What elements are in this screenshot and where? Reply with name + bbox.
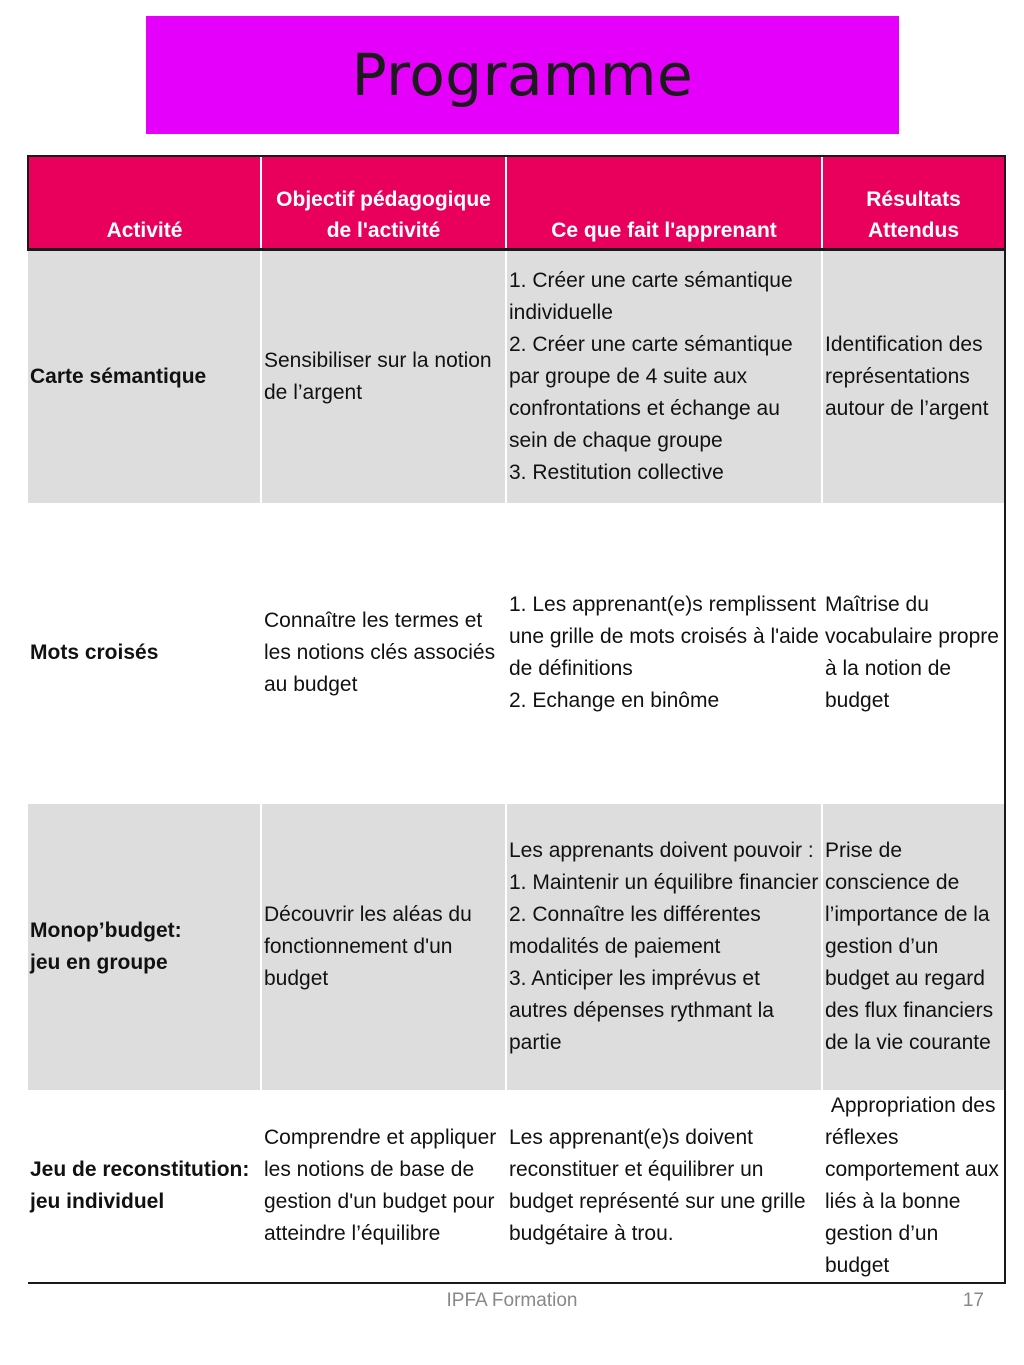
cell-resultats — [822, 250, 1005, 503]
header-objectif: Objectif pédagogique de l'activité — [261, 156, 506, 250]
cell-activite — [28, 503, 261, 804]
cell-objectif — [261, 1090, 506, 1283]
cell-line: Prise de conscience de l’importance de la gestion d’un budget au regard des flux financiers de la vie courante — [825, 838, 994, 1054]
cell-line: Les apprenants doivent pouvoir : — [509, 838, 814, 862]
header-resultats: Résultats Attendus — [822, 156, 1005, 250]
cell-line: 2. Connaître les différentes modalités de paiement — [509, 902, 761, 958]
table-row — [28, 1090, 1005, 1283]
header-activite: Activité — [28, 156, 261, 250]
cell-line: 3. Restitution collective — [509, 460, 724, 484]
cell-line: 3. Anticiper les imprévus et autres dépenses rythmant la partie — [509, 966, 774, 1054]
cell-line: Comprendre et appliquer les notions de base de gestion d'un budget pour atteindre l’équilibre — [264, 1125, 497, 1245]
table-row — [28, 250, 1005, 503]
cell-line: Maîtrise du vocabulaire propre à la notion de budget — [825, 593, 999, 712]
cell-line: Connaître les termes et les notions clés associés au budget — [264, 609, 496, 696]
cell-apprenant — [506, 1090, 822, 1283]
title-banner — [146, 16, 899, 134]
cell-objectif — [261, 503, 506, 804]
page-number: 17 — [962, 1290, 984, 1311]
cell-line: 1. Les apprenant(e)s remplissent une grille de mots croisés à l'aide de définitions — [509, 593, 819, 680]
cell-line: 2. Créer une carte sémantique par groupe de 4 suite aux confrontations et échange au sein de chaque groupe — [509, 332, 793, 452]
cell-line: jeu individuel — [30, 1189, 165, 1213]
cell-line: Les apprenant(e)s doivent reconstituer et équilibrer un budget représenté sur une grille budgétaire à trou. — [509, 1125, 806, 1245]
cell-apprenant — [506, 804, 822, 1090]
cell-activite — [28, 250, 261, 503]
cell-line: 1. Maintenir un équilibre financier — [509, 870, 819, 894]
cell-resultats — [822, 503, 1005, 804]
cell-line: 2. Echange en binôme — [509, 689, 720, 712]
footer-organization: IPFA Formation — [446, 1290, 578, 1311]
header-apprenant: Ce que fait l'apprenant — [506, 156, 822, 250]
cell-apprenant — [506, 503, 822, 804]
cell-activite — [28, 1090, 261, 1283]
cell-line: Carte sémantique — [30, 364, 207, 388]
cell-line: Jeu de reconstitution: — [30, 1157, 250, 1181]
cell-line: Appropriation des réflexes comportement aux liés à la bonne gestion d’un budget — [825, 1093, 1005, 1277]
cell-resultats — [822, 804, 1005, 1090]
cell-line: 1. Créer une carte sémantique individuelle — [509, 268, 793, 324]
cell-resultats — [822, 1090, 1005, 1283]
table-row — [28, 503, 1005, 804]
table-row — [28, 804, 1005, 1090]
header-row — [28, 156, 1005, 250]
cell-line: jeu en groupe — [30, 950, 168, 974]
cell-line: Découvrir les aléas du fonctionnement d'un budget — [264, 902, 472, 990]
slide-title: Programme — [351, 41, 694, 109]
cell-line: Mots croisés — [30, 641, 159, 664]
cell-apprenant — [506, 250, 822, 503]
cell-activite — [28, 804, 261, 1090]
cell-line: Identification des représentations autour de l’argent — [825, 332, 989, 420]
cell-line: Sensibiliser sur la notion de l’argent — [264, 348, 492, 404]
cell-objectif — [261, 804, 506, 1090]
cell-objectif — [261, 250, 506, 503]
cell-line: Monop’budget: — [30, 918, 182, 942]
programme-table — [27, 155, 1006, 1284]
